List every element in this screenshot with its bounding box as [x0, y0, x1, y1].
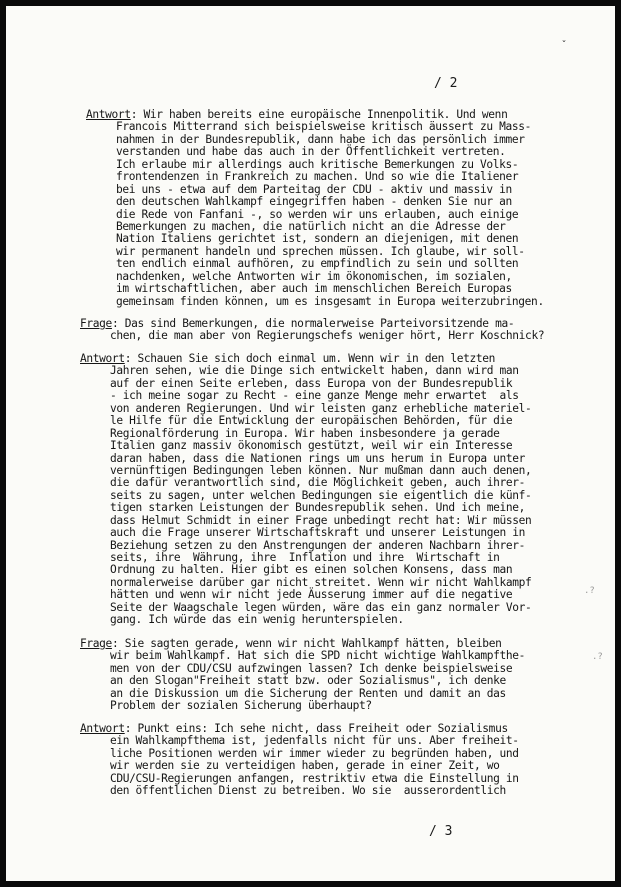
text-line: Problem der sozialen Sicherung überhaupt? [110, 699, 372, 713]
text-line: die Rede von Fanfani -, so werden wir uns erlauben, auch einige [116, 207, 519, 221]
text-line: nachdenken, welche Antworten wir im ökonomischen, im sozialen, [116, 269, 512, 283]
text-line: hätten und wenn wir nicht jede Äusserung immer auf die negative [110, 588, 513, 602]
text-line: wir beim Wahlkampf. Hat sich die SPD nicht wichtige Wahlkampfthe- [110, 649, 526, 663]
text-line: den öffentlichen Dienst zu betreiben. Wo sie ausserordentlich [110, 784, 506, 798]
text-line: Antwort: Schauen Sie sich doch einmal um. Wenn wir in den letzten [80, 352, 496, 365]
text-line: wir permanent handeln und sprechen müssen. Ich glaube, wir soll- [116, 244, 525, 258]
speaker-label: Antwort [80, 352, 125, 365]
text-line: Seite der Waagschale legen würden, wäre das ein ganz normaler Vor- [110, 600, 532, 614]
text-line: verstanden und habe das auch in der Öffentlichkeit vertreten. [116, 145, 506, 159]
question-block [80, 638, 525, 713]
text-line: an den Slogan"Freiheit statt bzw. oder Sozialismus", ich denke [110, 674, 506, 688]
text-line-content: Das sind Bemerkungen, die normalerweise Parteivorsitzende ma- [124, 317, 515, 330]
text-line: den deutschen Wahlkampf eingegriffen haben - denken Sie nur an [116, 195, 512, 209]
text-line: Antwort: Punkt eins: Ich sehe nicht, dass Freiheit oder Sozialismus [80, 722, 508, 735]
text-line: normalerweise darüber gar nicht streitet. Wenn wir nicht Wahlkampf [110, 575, 532, 589]
text-line: an die Diskussion um die Sicherung der Renten und damit an das [110, 686, 506, 700]
corner-mark: ˇ [561, 40, 568, 51]
margin-mark: .? [584, 586, 595, 596]
text-line: auch die Frage unserer Wirtschaftskraft und unserer Leistungen in [110, 526, 526, 540]
text-line: Italien ganz massiv ökonomisch gestützt, weil wir ein Interesse [110, 439, 513, 453]
text-line: Regionalförderung in Europa. Wir haben insbesondere ja gerade [110, 426, 500, 440]
speaker-label: Antwort [80, 722, 125, 735]
text-line: ten endlich einmal aufhören, zu empfindlich zu sein und sollten [116, 257, 519, 271]
document-page [6, 6, 615, 881]
text-line: liche Positionen werden wir immer wieder zu begründen haben, und [110, 746, 519, 760]
page-number-bottom: / 3 [429, 824, 453, 839]
text-line: Beziehung setzen zu den Anstrengungen der anderen Nachbarn ihrer- [110, 538, 526, 552]
answer-block [80, 723, 519, 798]
text-line: CDU/CSU-Regierungen anfangen, restriktiv etwa die Einstellung in [110, 771, 519, 785]
speaker-label: Frage [80, 637, 112, 650]
text-line: tigen starken Leistungen der Bundesrepublik sehen. Und ich meine, [110, 501, 526, 515]
text-line: seits zu sagen, unter welchen Bedingungen sie eigentlich die künf- [110, 488, 532, 502]
answer-block [80, 353, 531, 627]
text-line: die dafür verantwortlich sind, die Möglichkeit geben, auch ihrer- [110, 476, 526, 490]
margin-mark: .? [592, 652, 603, 662]
speaker-label: Frage [80, 317, 112, 330]
text-line: Nation Italiens gerichtet ist, sondern an diejenigen, mit denen [116, 232, 519, 246]
text-line: - ich meine sogar zu Recht - eine ganze Menge mehr erwartet als [110, 389, 519, 403]
text-line: vernünftigen Bedingungen leben können. Nur mußman dann auch denen, [110, 463, 532, 477]
text-line: men von der CDU/CSU aufzwingen lassen? Ich denke beispielsweise [110, 661, 513, 675]
question-block [80, 318, 544, 343]
text-line: daran haben, dass die Nationen rings um uns herum in Europa unter [110, 451, 526, 465]
text-line: Francois Mitterrand sich beispielsweise kritisch äussert zu Mass- [116, 120, 532, 134]
text-line: gang. Ich würde das ein wenig herunterspielen. [110, 613, 404, 627]
text-line: dass Helmut Schmidt in einer Frage unbedingt recht hat: Wir müssen [110, 513, 532, 527]
answer-block [86, 109, 544, 308]
text-line-content: Punkt eins: Ich sehe nicht, dass Freiheit oder Sozialismus [137, 722, 508, 735]
text-line: nahmen in der Bundesrepublik, dann habe ich das persönlich immer [116, 132, 525, 146]
text-line: Antwort: Wir haben bereits eine europäische Innenpolitik. Und wenn [86, 108, 508, 121]
text-line: im wirtschaftlichen, aber auch im menschlichen Bereich Europas [116, 282, 512, 296]
text-line: wir werden sie zu verteidigen haben, gerade in einer Zeit, wo [110, 759, 500, 773]
text-line-content: Sie sagten gerade, wenn wir nicht Wahlkampf hätten, bleiben [124, 637, 502, 650]
text-line: le Hilfe für die Entwicklung der europäischen Behörden, für die [110, 414, 513, 428]
text-line: Frage: Sie sagten gerade, wenn wir nicht Wahlkampf hätten, bleiben [80, 637, 502, 650]
speaker-label: Antwort [86, 108, 131, 121]
text-line: Bemerkungen zu machen, die natürlich nicht an die Adresse der [116, 219, 506, 233]
text-line: ein Wahlkampfthema ist, jedenfalls nicht für uns. Aber freiheit- [110, 734, 519, 748]
text-line: Frage: Das sind Bemerkungen, die normalerweise Parteivorsitzende ma- [80, 317, 515, 330]
text-line: Ordnung zu halten. Hier gibt es einen solchen Konsens, dass man [110, 563, 513, 577]
page-number-top: / 2 [434, 76, 458, 91]
text-line: bei uns - etwa auf dem Parteitag der CDU - aktiv und massiv in [116, 182, 512, 196]
text-line: gemeinsam finden können, um es insgesamt in Europa weiterzubringen. [116, 294, 544, 308]
text-line: chen, die man aber von Regierungschefs weniger hört, Herr Koschnick? [110, 329, 545, 343]
text-line: Jahren sehen, wie die Dinge sich entwickelt haben, dann wird man [110, 364, 519, 378]
text-line: auf der einen Seite erleben, dass Europa von der Bundesrepublik [110, 376, 513, 390]
text-line: frontendenzen in Frankreich zu machen. Und so wie die Italiener [116, 170, 519, 184]
text-line: seits, ihre Währung, ihre Inflation und ihre Wirtschaft in [110, 551, 500, 564]
text-line: Ich erlaube mir allerdings auch kritische Bemerkungen zu Volks- [116, 157, 519, 171]
text-line-content: Wir haben bereits eine europäische Innenpolitik. Und wenn [143, 108, 508, 121]
text-line: von anderen Regierungen. Und wir leisten ganz erhebliche materiel- [110, 401, 532, 415]
text-line-content: Schauen Sie sich doch einmal um. Wenn wir in den letzten [137, 352, 496, 365]
